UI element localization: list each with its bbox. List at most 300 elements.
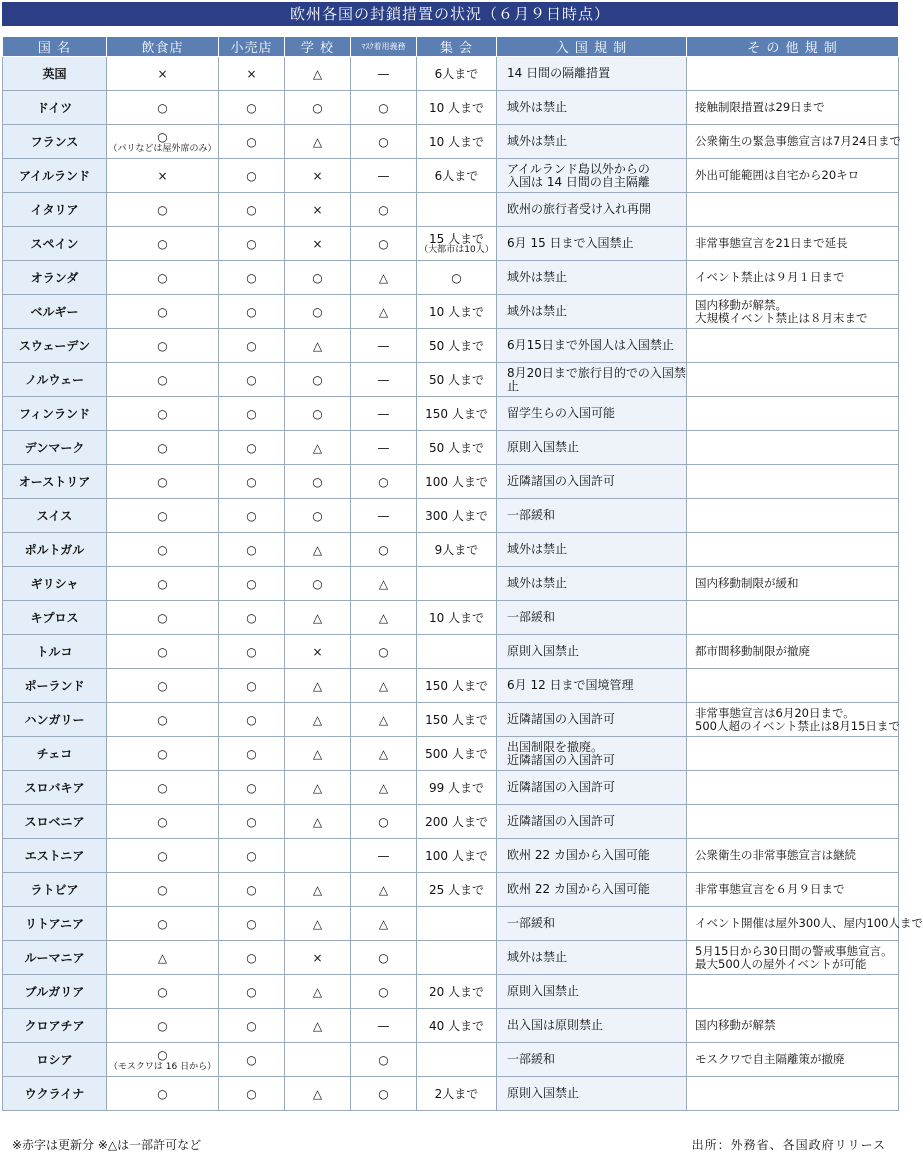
table-row [3, 227, 899, 261]
other-cell [687, 193, 899, 227]
mask-cell: ○ [351, 805, 417, 839]
restaurant-status: ○ [157, 712, 168, 727]
table-row [3, 465, 899, 499]
entry-text: 原則入国禁止 [507, 984, 580, 998]
retail-cell: ○ [219, 669, 285, 703]
table-row [3, 873, 899, 907]
other-text: イベント禁止は９月１日まで [695, 270, 845, 284]
other-cell [687, 227, 899, 261]
restaurant-cell [107, 57, 219, 91]
other-cell [687, 1009, 899, 1043]
restaurant-cell [107, 397, 219, 431]
restaurant-cell [107, 499, 219, 533]
retail-cell: ○ [219, 601, 285, 635]
entry-cell [497, 295, 687, 329]
table-row [3, 1009, 899, 1043]
gathering-cell [417, 703, 497, 737]
gathering-limit: 10 人まで [428, 304, 485, 319]
entry-cell [497, 193, 687, 227]
country-name: ブルガリア [3, 975, 107, 1009]
entry-text: 留学生らの入国可能 [507, 406, 616, 420]
gathering-limit: 100 人まで [425, 848, 488, 863]
other-text: イベント開催は屋外300人、屋内100人まで [695, 916, 923, 930]
table-body [3, 57, 923, 1111]
country-name: スペイン [3, 227, 107, 261]
table-row [3, 159, 899, 193]
entry-text: 原則入国禁止 [507, 1086, 580, 1100]
restaurant-cell [107, 703, 219, 737]
other-cell [687, 57, 899, 91]
gathering-limit: 15 人まで [428, 231, 485, 246]
other-cell [687, 703, 899, 737]
gathering-note: （大都市は10人） [419, 244, 494, 255]
retail-cell: ○ [219, 227, 285, 261]
restaurant-cell [107, 1043, 219, 1077]
gathering-cell [417, 261, 497, 295]
country-name: アイルランド [3, 159, 107, 193]
other-text: 国内移動が解禁。 [695, 297, 787, 312]
country-name: ロシア [3, 1043, 107, 1077]
retail-cell: ○ [219, 1009, 285, 1043]
other-text: モスクワで自主隔離策が撤廃 [695, 1052, 845, 1066]
mask-cell: ○ [351, 533, 417, 567]
gathering-limit: 10 人まで [428, 134, 485, 149]
other-cell [687, 125, 899, 159]
table-title: 欧州各国の封鎖措置の状況（６月９日時点） [2, 2, 898, 26]
other-cell [687, 975, 899, 1009]
other-cell [687, 669, 899, 703]
gathering-limit: 2人まで [434, 1086, 479, 1101]
mask-cell: △ [351, 295, 417, 329]
gathering-limit: 20 人まで [428, 984, 485, 999]
school-cell: × [285, 941, 351, 975]
gathering-cell [417, 839, 497, 873]
school-cell: △ [285, 125, 351, 159]
school-cell: ○ [285, 499, 351, 533]
entry-cell [497, 669, 687, 703]
entry-text: 域外は禁止 [507, 576, 568, 590]
restaurant-cell [107, 431, 219, 465]
country-name: デンマーク [3, 431, 107, 465]
restaurant-cell [107, 601, 219, 635]
gathering-cell [417, 499, 497, 533]
other-cell [687, 907, 923, 941]
other-cell [687, 771, 899, 805]
restaurant-cell [107, 329, 219, 363]
entry-cell [497, 329, 687, 363]
retail-cell: ○ [219, 941, 285, 975]
entry-cell [497, 431, 687, 465]
restaurant-status: ○ [157, 1086, 168, 1101]
restaurant-cell [107, 125, 219, 159]
retail-cell: ○ [219, 839, 285, 873]
school-cell: × [285, 159, 351, 193]
entry-text: 出入国は原則禁止 [507, 1018, 604, 1032]
entry-cell [497, 465, 687, 499]
gathering-cell [417, 397, 497, 431]
retail-cell: ○ [219, 1043, 285, 1077]
source-note: 出所：外務省、各国政府リリース [691, 1138, 886, 1152]
country-name: ポーランド [3, 669, 107, 703]
gathering-limit: 25 人まで [428, 882, 485, 897]
gathering-limit: 9人まで [434, 542, 479, 557]
table-row [3, 975, 899, 1009]
gathering-cell [417, 431, 497, 465]
other-cell [687, 873, 899, 907]
school-cell: △ [285, 737, 351, 771]
school-cell: △ [285, 1009, 351, 1043]
entry-text: 域外は禁止 [507, 542, 568, 556]
school-cell: △ [285, 57, 351, 91]
mask-cell: — [351, 363, 417, 397]
restaurant-status: × [157, 168, 168, 183]
gathering-cell [417, 159, 497, 193]
country-name: ドイツ [3, 91, 107, 125]
restaurant-status: ○ [157, 814, 168, 829]
entry-text: 近隣諸国の入国許可 [507, 474, 616, 488]
gathering-limit: 200 人まで [425, 814, 488, 829]
school-cell: △ [285, 431, 351, 465]
retail-cell: ○ [219, 363, 285, 397]
gathering-cell [417, 227, 497, 261]
restaurant-status: ○ [157, 542, 168, 557]
restaurant-cell [107, 771, 219, 805]
country-name: トルコ [3, 635, 107, 669]
table-row [3, 907, 899, 941]
other-cell [687, 635, 899, 669]
restaurant-cell [107, 941, 219, 975]
gathering-cell [417, 193, 497, 227]
entry-cell [497, 601, 687, 635]
gathering-cell [417, 805, 497, 839]
school-cell: △ [285, 873, 351, 907]
school-cell: △ [285, 771, 351, 805]
entry-cell [497, 261, 687, 295]
school-cell: △ [285, 601, 351, 635]
school-cell: △ [285, 907, 351, 941]
country-name: オーストリア [3, 465, 107, 499]
entry-cell [497, 1009, 687, 1043]
restaurant-status: ○ [157, 474, 168, 489]
gathering-limit: 40 人まで [428, 1018, 485, 1033]
other-cell [687, 465, 899, 499]
school-cell: △ [285, 975, 351, 1009]
entry-text: 近隣諸国の入国許可 [507, 712, 616, 726]
mask-cell: △ [351, 873, 417, 907]
restaurant-cell [107, 1077, 219, 1111]
other-text: 非常事態宣言を21日まで延長 [695, 236, 848, 250]
gathering-cell [417, 465, 497, 499]
table-row [3, 329, 899, 363]
country-name: フランス [3, 125, 107, 159]
table-row [3, 703, 899, 737]
country-name: 英国 [3, 57, 107, 91]
restaurant-cell [107, 295, 219, 329]
gathering-cell [417, 295, 497, 329]
school-cell: △ [285, 533, 351, 567]
retail-cell: ○ [219, 193, 285, 227]
entry-cell [497, 91, 687, 125]
country-name: ハンガリー [3, 703, 107, 737]
entry-text: 8月20日まで旅行目的での入国禁止 [507, 365, 686, 393]
entry-cell [497, 499, 687, 533]
entry-cell [497, 1077, 687, 1111]
restaurant-cell [107, 839, 219, 873]
retail-cell: ○ [219, 159, 285, 193]
restaurant-status: ○ [157, 304, 168, 319]
entry-cell [497, 159, 687, 193]
other-cell [687, 533, 899, 567]
entry-text: 欧州 22 カ国から入国可能 [507, 848, 650, 862]
other-text: 公衆衛生の非常事態宣言は継続 [695, 848, 856, 862]
entry-cell [497, 771, 687, 805]
restaurant-status: ○ [157, 746, 168, 761]
entry-cell [497, 397, 687, 431]
other-cell [687, 805, 899, 839]
other-text: 国内移動制限が緩和 [695, 576, 799, 590]
restaurant-status: ○ [157, 848, 168, 863]
gathering-cell [417, 601, 497, 635]
school-cell: × [285, 635, 351, 669]
other-cell [687, 737, 899, 771]
entry-text-2: 入国は 14 日間の自主隔離 [507, 174, 650, 189]
entry-text: 原則入国禁止 [507, 440, 580, 454]
gathering-cell [417, 907, 497, 941]
country-name: クロアチア [3, 1009, 107, 1043]
restaurant-cell [107, 261, 219, 295]
mask-cell: ○ [351, 227, 417, 261]
country-name: ラトビア [3, 873, 107, 907]
entry-cell [497, 533, 687, 567]
retail-cell: ○ [219, 907, 285, 941]
gathering-limit: 150 人まで [425, 678, 488, 693]
restaurant-status: ○ [157, 916, 168, 931]
entry-cell [497, 635, 687, 669]
header-row [3, 37, 899, 57]
mask-cell: ○ [351, 635, 417, 669]
header-retail: 小売店 [219, 37, 285, 57]
gathering-limit: 50 人まで [428, 440, 485, 455]
country-name: ルーマニア [3, 941, 107, 975]
entry-cell [497, 363, 687, 397]
restaurant-status: ○ [157, 1018, 168, 1033]
other-text: 接触制限措置は29日まで [695, 100, 825, 114]
gathering-cell [417, 737, 497, 771]
table-row [3, 669, 899, 703]
retail-cell: ○ [219, 703, 285, 737]
entry-text: 6月 15 日まで入国禁止 [507, 236, 634, 250]
table-row [3, 431, 899, 465]
entry-cell [497, 737, 687, 771]
retail-cell: × [219, 57, 285, 91]
retail-cell: ○ [219, 125, 285, 159]
entry-text: 出国制限を撤廃。 [507, 739, 604, 754]
mask-cell: — [351, 159, 417, 193]
restaurant-note: （パリなどは屋外席のみ） [108, 143, 217, 154]
school-cell: △ [285, 1077, 351, 1111]
country-name: チェコ [3, 737, 107, 771]
country-name: リトアニア [3, 907, 107, 941]
country-name: イタリア [3, 193, 107, 227]
country-name: スロベニア [3, 805, 107, 839]
mask-cell: △ [351, 907, 417, 941]
restaurant-status: ○ [157, 576, 168, 591]
other-cell [687, 431, 899, 465]
retail-cell: ○ [219, 397, 285, 431]
school-cell: ○ [285, 363, 351, 397]
other-cell [687, 499, 899, 533]
mask-cell: ○ [351, 1043, 417, 1077]
country-name: スウェーデン [3, 329, 107, 363]
other-text-2: 最大500人の屋外イベントが可能 [695, 956, 867, 971]
entry-cell [497, 839, 687, 873]
mask-cell: △ [351, 669, 417, 703]
country-name: スロバキア [3, 771, 107, 805]
restaurant-cell [107, 465, 219, 499]
gathering-cell [417, 975, 497, 1009]
gathering-cell [417, 125, 497, 159]
header-restaurant: 飲食店 [107, 37, 219, 57]
restaurant-cell [107, 159, 219, 193]
restaurant-status: ○ [157, 780, 168, 795]
mask-cell: △ [351, 601, 417, 635]
school-cell: △ [285, 805, 351, 839]
retail-cell: ○ [219, 635, 285, 669]
restaurant-status: ○ [157, 1047, 168, 1062]
entry-text: 14 日間の隔離措置 [507, 66, 611, 80]
entry-cell [497, 125, 687, 159]
other-cell [687, 159, 899, 193]
table-row [3, 363, 899, 397]
other-text: 国内移動が解禁 [695, 1018, 776, 1032]
other-cell [687, 1077, 899, 1111]
country-name: ベルギー [3, 295, 107, 329]
school-cell: ○ [285, 261, 351, 295]
table-row [3, 533, 899, 567]
restaurant-cell [107, 873, 219, 907]
other-cell [687, 329, 899, 363]
restaurant-status: ○ [157, 984, 168, 999]
restaurant-cell [107, 567, 219, 601]
header-other: そ の 他 規 制 [687, 37, 899, 57]
entry-cell [497, 975, 687, 1009]
school-cell: × [285, 227, 351, 261]
restaurant-status: ○ [157, 129, 168, 144]
mask-cell: ○ [351, 91, 417, 125]
country-name: キプロス [3, 601, 107, 635]
restaurant-status: ○ [157, 100, 168, 115]
restaurant-status: ○ [157, 202, 168, 217]
restaurant-cell [107, 193, 219, 227]
entry-text: 近隣諸国の入国許可 [507, 814, 616, 828]
other-cell [687, 567, 899, 601]
school-cell: ○ [285, 567, 351, 601]
entry-text: 域外は禁止 [507, 304, 568, 318]
retail-cell: ○ [219, 567, 285, 601]
table-row [3, 397, 899, 431]
entry-text: 一部緩和 [507, 916, 556, 930]
country-name: スイス [3, 499, 107, 533]
retail-cell: ○ [219, 261, 285, 295]
other-text: 非常事態宣言を６月９日まで [695, 882, 845, 896]
gathering-limit: 10 人まで [428, 610, 485, 625]
retail-cell: ○ [219, 1077, 285, 1111]
entry-text: 域外は禁止 [507, 100, 568, 114]
mask-cell: ○ [351, 975, 417, 1009]
other-cell [687, 295, 899, 329]
mask-cell: ○ [351, 193, 417, 227]
gathering-cell [417, 669, 497, 703]
table-row [3, 1077, 899, 1111]
entry-cell [497, 907, 687, 941]
entry-text: 一部緩和 [507, 1052, 556, 1066]
mask-cell: — [351, 397, 417, 431]
country-name: ノルウェー [3, 363, 107, 397]
gathering-limit: 50 人まで [428, 338, 485, 353]
table-row [3, 601, 899, 635]
table-row [3, 635, 899, 669]
retail-cell: ○ [219, 975, 285, 1009]
mask-cell: △ [351, 261, 417, 295]
restaurant-status: ○ [157, 610, 168, 625]
school-cell: × [285, 193, 351, 227]
entry-cell [497, 805, 687, 839]
mask-cell: ○ [351, 941, 417, 975]
restaurant-cell [107, 1009, 219, 1043]
gathering-limit: 100 人まで [425, 474, 488, 489]
entry-text: 6月 12 日まで国境管理 [507, 678, 634, 692]
retail-cell: ○ [219, 737, 285, 771]
country-name: ウクライナ [3, 1077, 107, 1111]
restaurant-cell [107, 227, 219, 261]
mask-cell: — [351, 839, 417, 873]
country-name: ポルトガル [3, 533, 107, 567]
mask-cell: ○ [351, 465, 417, 499]
retail-cell: ○ [219, 295, 285, 329]
country-name: エストニア [3, 839, 107, 873]
table-row [3, 193, 899, 227]
gathering-cell [417, 1077, 497, 1111]
lockdown-table [2, 36, 923, 1111]
school-cell: ○ [285, 465, 351, 499]
mask-cell: — [351, 1009, 417, 1043]
restaurant-note: （モスクワは 16 日から） [108, 1061, 217, 1072]
retail-cell: ○ [219, 805, 285, 839]
gathering-cell [417, 91, 497, 125]
entry-text: 6月15日まで外国人は入国禁止 [507, 338, 674, 352]
mask-cell: ○ [351, 1077, 417, 1111]
other-text: 公衆衛生の緊急事態宣言は7月24日まで [695, 134, 901, 148]
mask-cell: △ [351, 737, 417, 771]
retail-cell: ○ [219, 329, 285, 363]
retail-cell: ○ [219, 873, 285, 907]
gathering-cell [417, 873, 497, 907]
restaurant-cell [107, 975, 219, 1009]
gathering-cell [417, 363, 497, 397]
table-row [3, 805, 899, 839]
header-gathering: 集 会 [417, 37, 497, 57]
table-row [3, 125, 899, 159]
gathering-limit: ○ [451, 270, 462, 285]
gathering-cell [417, 567, 497, 601]
table-row [3, 567, 899, 601]
entry-cell [497, 57, 687, 91]
other-text: 5月15日から30日間の警戒事態宣言。 [695, 943, 893, 958]
other-text-2: 大規模イベント禁止は８月末まで [695, 310, 868, 325]
gathering-cell [417, 941, 497, 975]
table-row [3, 57, 899, 91]
restaurant-status: ○ [157, 372, 168, 387]
